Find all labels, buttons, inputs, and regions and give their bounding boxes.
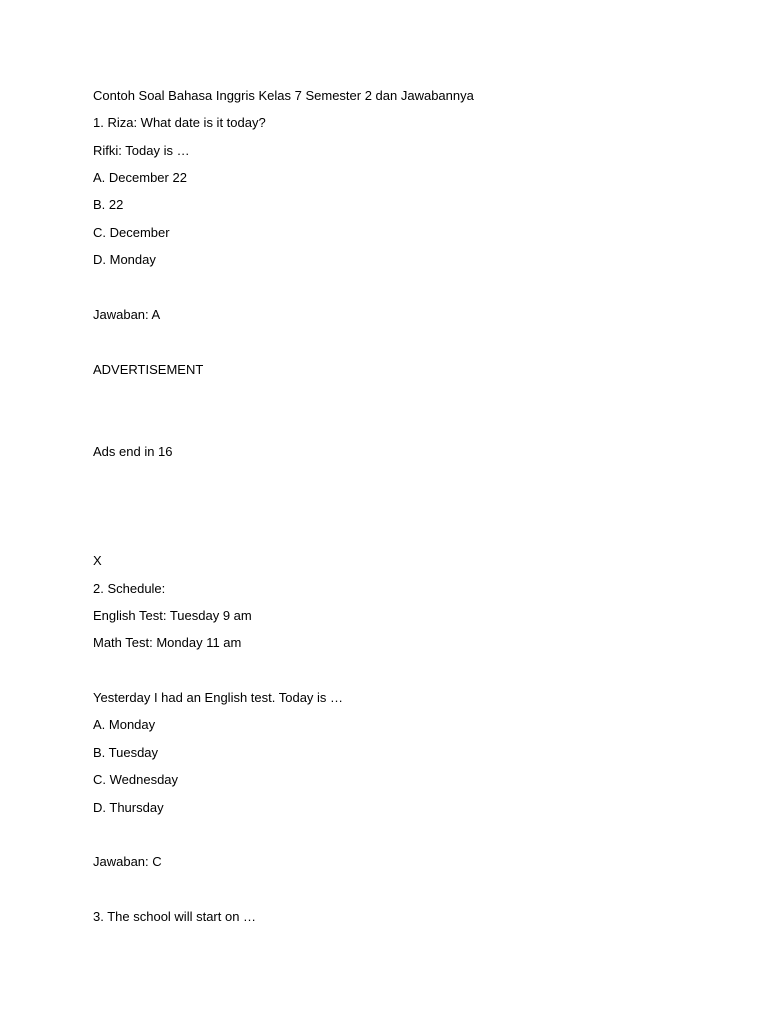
question-2-prompt: Yesterday I had an English test. Today is … xyxy=(93,690,344,705)
question-1-option-b: B. 22 xyxy=(93,197,124,212)
question-1-option-d: D. Monday xyxy=(93,252,156,267)
question-2-option-c: C. Wednesday xyxy=(93,772,179,787)
question-1-option-a: A. December 22 xyxy=(93,170,187,185)
ad-close-button[interactable]: X xyxy=(93,553,102,568)
question-1-prompt: Rifki: Today is … xyxy=(93,143,190,158)
question-2-option-d: D. Thursday xyxy=(93,800,164,815)
question-3: 3. The school will start on … xyxy=(93,909,257,924)
ad-countdown: Ads end in 16 xyxy=(93,444,173,459)
question-2-option-a: A. Monday xyxy=(93,717,156,732)
question-1-option-c: C. December xyxy=(93,225,170,240)
schedule-english: English Test: Tuesday 9 am xyxy=(93,608,252,623)
question-2-option-b: B. Tuesday xyxy=(93,745,159,760)
schedule-math: Math Test: Monday 11 am xyxy=(93,635,242,650)
question-2: 2. Schedule: xyxy=(93,581,166,596)
advertisement-label: ADVERTISEMENT xyxy=(93,362,204,377)
question-2-answer: Jawaban: C xyxy=(93,854,162,869)
document-title: Contoh Soal Bahasa Inggris Kelas 7 Semester 2 dan Jawabannya xyxy=(93,88,474,103)
question-1: 1. Riza: What date is it today? xyxy=(93,115,266,130)
question-1-answer: Jawaban: A xyxy=(93,307,161,322)
